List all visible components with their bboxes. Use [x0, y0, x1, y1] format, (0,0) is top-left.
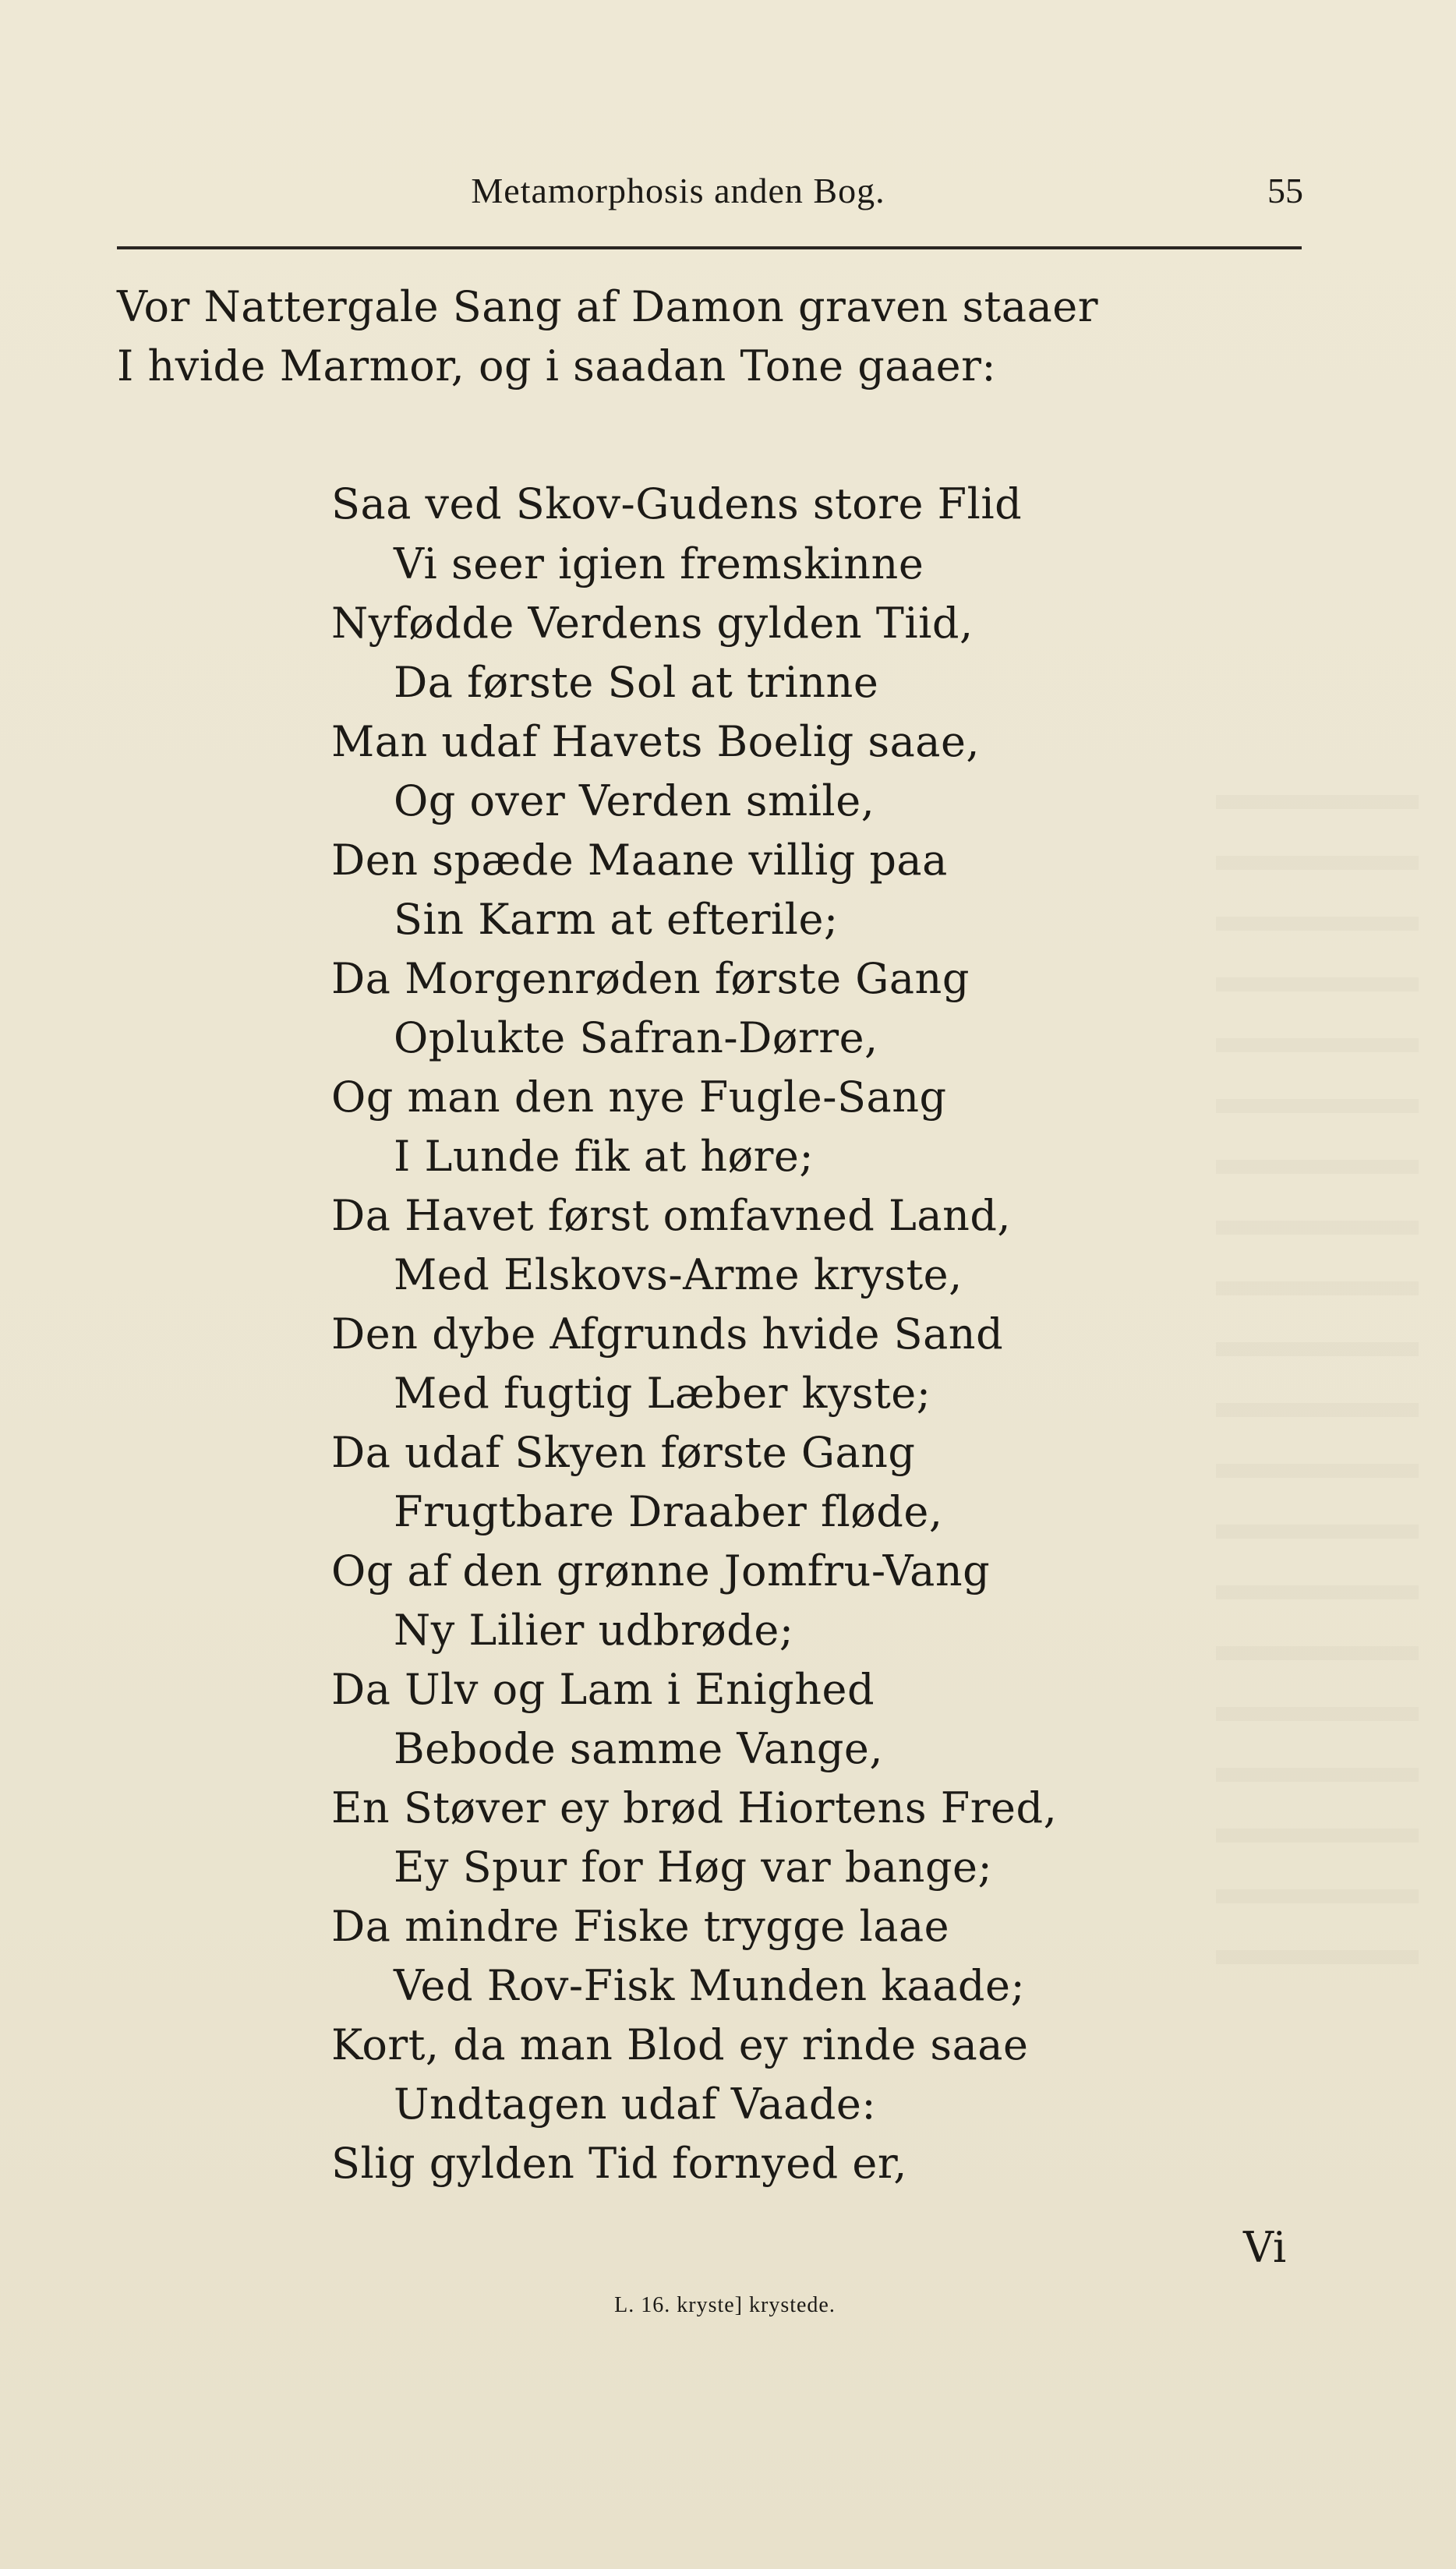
poem-line: Ved Rov-Fisk Munden kaade;: [394, 1961, 1026, 2010]
poem-line: Frugtbare Draaber fløde,: [394, 1487, 943, 1536]
poem-line: Man udaf Havets Boelig saae,: [331, 717, 981, 766]
poem-line: Med Elskovs-Arme kryste,: [394, 1250, 963, 1299]
poem-line: Den dybe Afgrunds hvide Sand: [331, 1309, 1004, 1359]
footnote: L. 16. kryste] krystede.: [614, 2293, 836, 2317]
poem-line: Ny Lilier udbrøde;: [394, 1606, 794, 1655]
poem-line: Den spæde Maane villig paa: [331, 836, 948, 885]
poem-line: Sin Karm at efterile;: [394, 895, 839, 944]
poem-line: Da første Sol at trinne: [394, 658, 879, 707]
bleed-through-texture: [1216, 748, 1419, 1995]
poem-line: Bebode samme Vange,: [394, 1724, 884, 1773]
poem-line: Da Morgenrøden første Gang: [331, 954, 970, 1003]
poem-line: Undtagen udaf Vaade:: [394, 2080, 877, 2129]
poem-line: En Støver ey brød Hiortens Fred,: [331, 1783, 1058, 1832]
intro-line-1: Vor Nattergale Sang af Damon graven staaer: [117, 282, 1099, 331]
poem-line: Da mindre Fiske trygge laae: [331, 1902, 950, 1951]
intro-line-2: I hvide Marmor, og i saadan Tone gaaer:: [117, 341, 997, 390]
poem-line: Nyfødde Verdens gylden Tiid,: [331, 599, 974, 648]
poem-line: Kort, da man Blod ey rinde saae: [331, 2020, 1029, 2069]
poem-line: Da udaf Skyen første Gang: [331, 1428, 916, 1477]
running-header-title: Metamorphosis anden Bog.: [471, 171, 885, 210]
poem-line: Da Havet først omfavned Land,: [331, 1191, 1012, 1240]
page-number: 55: [1267, 171, 1303, 210]
poem-line: Saa ved Skov-Gudens store Flid: [331, 479, 1023, 528]
poem-line: Da Ulv og Lam i Enighed: [331, 1665, 875, 1714]
poem-line: Med fugtig Læber kyste;: [394, 1369, 931, 1418]
poem-line: Slig gylden Tid fornyed er,: [331, 2139, 907, 2188]
poem-line: Og af den grønne Jomfru-Vang: [331, 1546, 991, 1595]
poem-line: Oplukte Safran-Dørre,: [394, 1013, 878, 1062]
catchword: Vi: [1243, 2223, 1287, 2272]
poem-line: Og man den nye Fugle-Sang: [331, 1072, 947, 1122]
poem-line: I Lunde fik at høre;: [394, 1132, 815, 1181]
poem-line: Ey Spur for Høg var bange;: [394, 1843, 993, 1892]
header-rule: [117, 246, 1302, 249]
poem-line: Og over Verden smile,: [394, 776, 875, 825]
poem-line: Vi seer igien fremskinne: [394, 539, 924, 588]
